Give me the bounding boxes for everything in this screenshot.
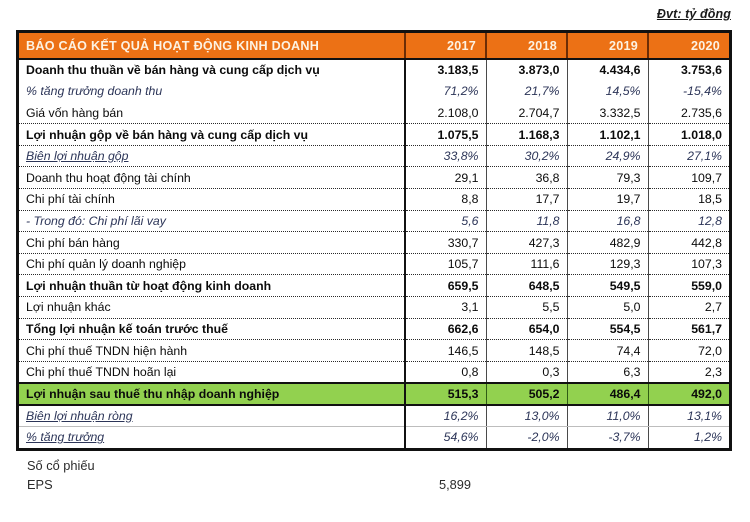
row-value-2020: -15,4% — [683, 84, 722, 99]
income-statement-table-container — [16, 30, 732, 451]
row-value-2019: 4.434,6 — [567, 59, 648, 81]
row-value-2017: 1.075,5 — [405, 124, 486, 146]
eps-label: EPS — [27, 477, 53, 492]
row-value-2019: 3.332,5 — [567, 102, 648, 124]
row-label: Tổng lợi nhuận kế toán trước thuế — [19, 318, 405, 340]
table-row — [19, 102, 729, 124]
row-value-2019: -3,7% — [567, 426, 648, 448]
row-label: Doanh thu hoạt động tài chính — [19, 167, 405, 189]
row-value-2017: 0,8 — [405, 361, 486, 383]
row-value-2020: 1.018,0 — [648, 124, 729, 146]
row-label: % tăng trưởng doanh thu — [19, 81, 405, 103]
row-label: Chi phí thuế TNDN hoãn lại — [19, 361, 405, 383]
table-row — [19, 318, 729, 340]
footer-section — [27, 458, 727, 496]
row-value-2017: 3,1 — [405, 297, 486, 319]
row-value-2020: 2,3 — [704, 364, 722, 379]
table-row — [19, 426, 729, 448]
row-value-2018: 654,0 — [486, 318, 567, 340]
row-label: Chi phí bán hàng — [19, 232, 405, 254]
row-value-2020: 12,8 — [648, 210, 729, 232]
row-value-2019: 14,5% — [567, 81, 648, 103]
row-value-2020: 561,7 — [648, 318, 729, 340]
table-row — [19, 210, 729, 232]
table-row — [19, 124, 729, 146]
row-value-2020: 1,2% — [693, 430, 722, 445]
row-label: - Trong đó: Chi phí lãi vay — [19, 210, 405, 232]
income-statement-table — [19, 33, 729, 448]
row-value-2017: 330,7 — [405, 232, 486, 254]
row-value-2019: 129,3 — [567, 253, 648, 275]
row-value-2018: 427,3 — [486, 232, 567, 254]
row-value-2018: 30,2% — [486, 145, 567, 167]
row-label: Biên lợi nhuận gộp — [19, 145, 405, 167]
row-value-2020: 27,1% — [648, 145, 729, 167]
table-row — [19, 361, 729, 383]
row-value-2019: 11,0% — [567, 405, 648, 427]
row-value-2019: 19,7 — [567, 189, 648, 211]
row-value-2017: 8,8 — [405, 189, 486, 211]
table-row — [19, 189, 729, 211]
row-value-2018: 0,3 — [486, 361, 567, 383]
row-value-2018: 111,6 — [486, 253, 567, 275]
table-row — [19, 145, 729, 167]
row-value-2018: 5,5 — [486, 297, 567, 319]
row-value-2018: 36,8 — [486, 167, 567, 189]
row-value-2017: 2.108,0 — [405, 102, 486, 124]
table-title-cell: BÁO CÁO KẾT QUẢ HOẠT ĐỘNG KINH DOANH — [19, 33, 405, 59]
row-value-2018: 505,2 — [486, 383, 567, 405]
row-value-2020: 559,0 — [648, 275, 729, 297]
row-value-2017: 5,6 — [405, 210, 486, 232]
row-value-2020: 13,1% — [648, 405, 729, 427]
table-row — [19, 59, 729, 81]
row-value-2019: 24,9% — [567, 145, 648, 167]
row-value-2017: 16,2% — [405, 405, 486, 427]
row-value-2019: 1.102,1 — [567, 124, 648, 146]
row-label: Doanh thu thuần về bán hàng và cung cấp dịch vụ — [19, 59, 405, 81]
row-value-2017: 105,7 — [405, 253, 486, 275]
table-row — [19, 81, 729, 103]
table-row — [19, 340, 729, 362]
table-row — [19, 275, 729, 297]
row-value-2018: 648,5 — [486, 275, 567, 297]
row-value-2019: 554,5 — [567, 318, 648, 340]
row-value-2020: 18,5 — [648, 189, 729, 211]
shares-row — [27, 458, 727, 477]
row-value-2019: 5,0 — [567, 297, 648, 319]
row-value-2020: 72,0 — [648, 340, 729, 362]
row-value-2017: 54,6% — [405, 426, 486, 448]
shares-label: Số cổ phiếu — [27, 458, 95, 473]
row-label: Chi phí tài chính — [19, 189, 405, 211]
row-value-2018: 1.168,3 — [486, 124, 567, 146]
column-header-2019: 2019 — [567, 33, 648, 59]
row-value-2020: 3.753,6 — [680, 63, 722, 78]
row-value-2019: 486,4 — [567, 383, 648, 405]
row-value-2019: 482,9 — [567, 232, 648, 254]
table-header-row — [19, 33, 729, 59]
eps-value: 5,899 — [439, 477, 472, 492]
row-value-2019: 16,8 — [567, 210, 648, 232]
table-row — [19, 167, 729, 189]
row-value-2018: 13,0% — [486, 405, 567, 427]
table-row — [19, 232, 729, 254]
row-label: Lợi nhuận gộp về bán hàng và cung cấp dịch vụ — [19, 124, 405, 146]
row-value-2017: 3.183,5 — [405, 59, 486, 81]
column-header-2018: 2018 — [486, 33, 567, 59]
row-value-2017: 71,2% — [405, 81, 486, 103]
row-value-2017: 659,5 — [405, 275, 486, 297]
table-row — [19, 253, 729, 275]
column-header-2020: 2020 — [648, 33, 729, 59]
row-label: Chi phí thuế TNDN hiện hành — [19, 340, 405, 362]
row-value-2017: 515,3 — [405, 383, 486, 405]
table-row — [19, 297, 729, 319]
row-label: Giá vốn hàng bán — [19, 102, 405, 124]
row-value-2020: 109,7 — [648, 167, 729, 189]
row-value-2018: -2,0% — [486, 426, 567, 448]
row-value-2020: 107,3 — [648, 253, 729, 275]
row-value-2019: 79,3 — [567, 167, 648, 189]
row-value-2017: 662,6 — [405, 318, 486, 340]
row-label: Lợi nhuận sau thuế thu nhập doanh nghiệp — [19, 383, 405, 405]
row-label: Lợi nhuận thuần từ hoạt động kinh doanh — [19, 275, 405, 297]
row-value-2020: 2.735,6 — [648, 102, 729, 124]
row-value-2020: 442,8 — [648, 232, 729, 254]
row-value-2018: 17,7 — [486, 189, 567, 211]
eps-row — [27, 477, 727, 496]
row-value-2019: 6,3 — [567, 361, 648, 383]
row-label: Chi phí quản lý doanh nghiệp — [19, 253, 405, 275]
row-value-2019: 549,5 — [567, 275, 648, 297]
row-value-2020: 2,7 — [648, 297, 729, 319]
row-value-2017: 33,8% — [405, 145, 486, 167]
unit-label: Đvt: tỷ đồng — [656, 7, 731, 21]
row-value-2018: 148,5 — [486, 340, 567, 362]
row-value-2020: 492,0 — [648, 383, 729, 405]
row-value-2019: 74,4 — [567, 340, 648, 362]
row-value-2018: 11,8 — [486, 210, 567, 232]
row-value-2017: 29,1 — [405, 167, 486, 189]
column-header-2017: 2017 — [405, 33, 486, 59]
table-row-highlighted — [19, 383, 729, 405]
row-label: Lợi nhuận khác — [19, 297, 405, 319]
row-label: % tăng trưởng — [19, 426, 405, 448]
row-value-2018: 2.704,7 — [486, 102, 567, 124]
row-value-2017: 146,5 — [405, 340, 486, 362]
row-value-2018: 3.873,0 — [486, 59, 567, 81]
row-label: Biên lợi nhuận ròng — [19, 405, 405, 427]
table-row — [19, 405, 729, 427]
row-value-2018: 21,7% — [486, 81, 567, 103]
